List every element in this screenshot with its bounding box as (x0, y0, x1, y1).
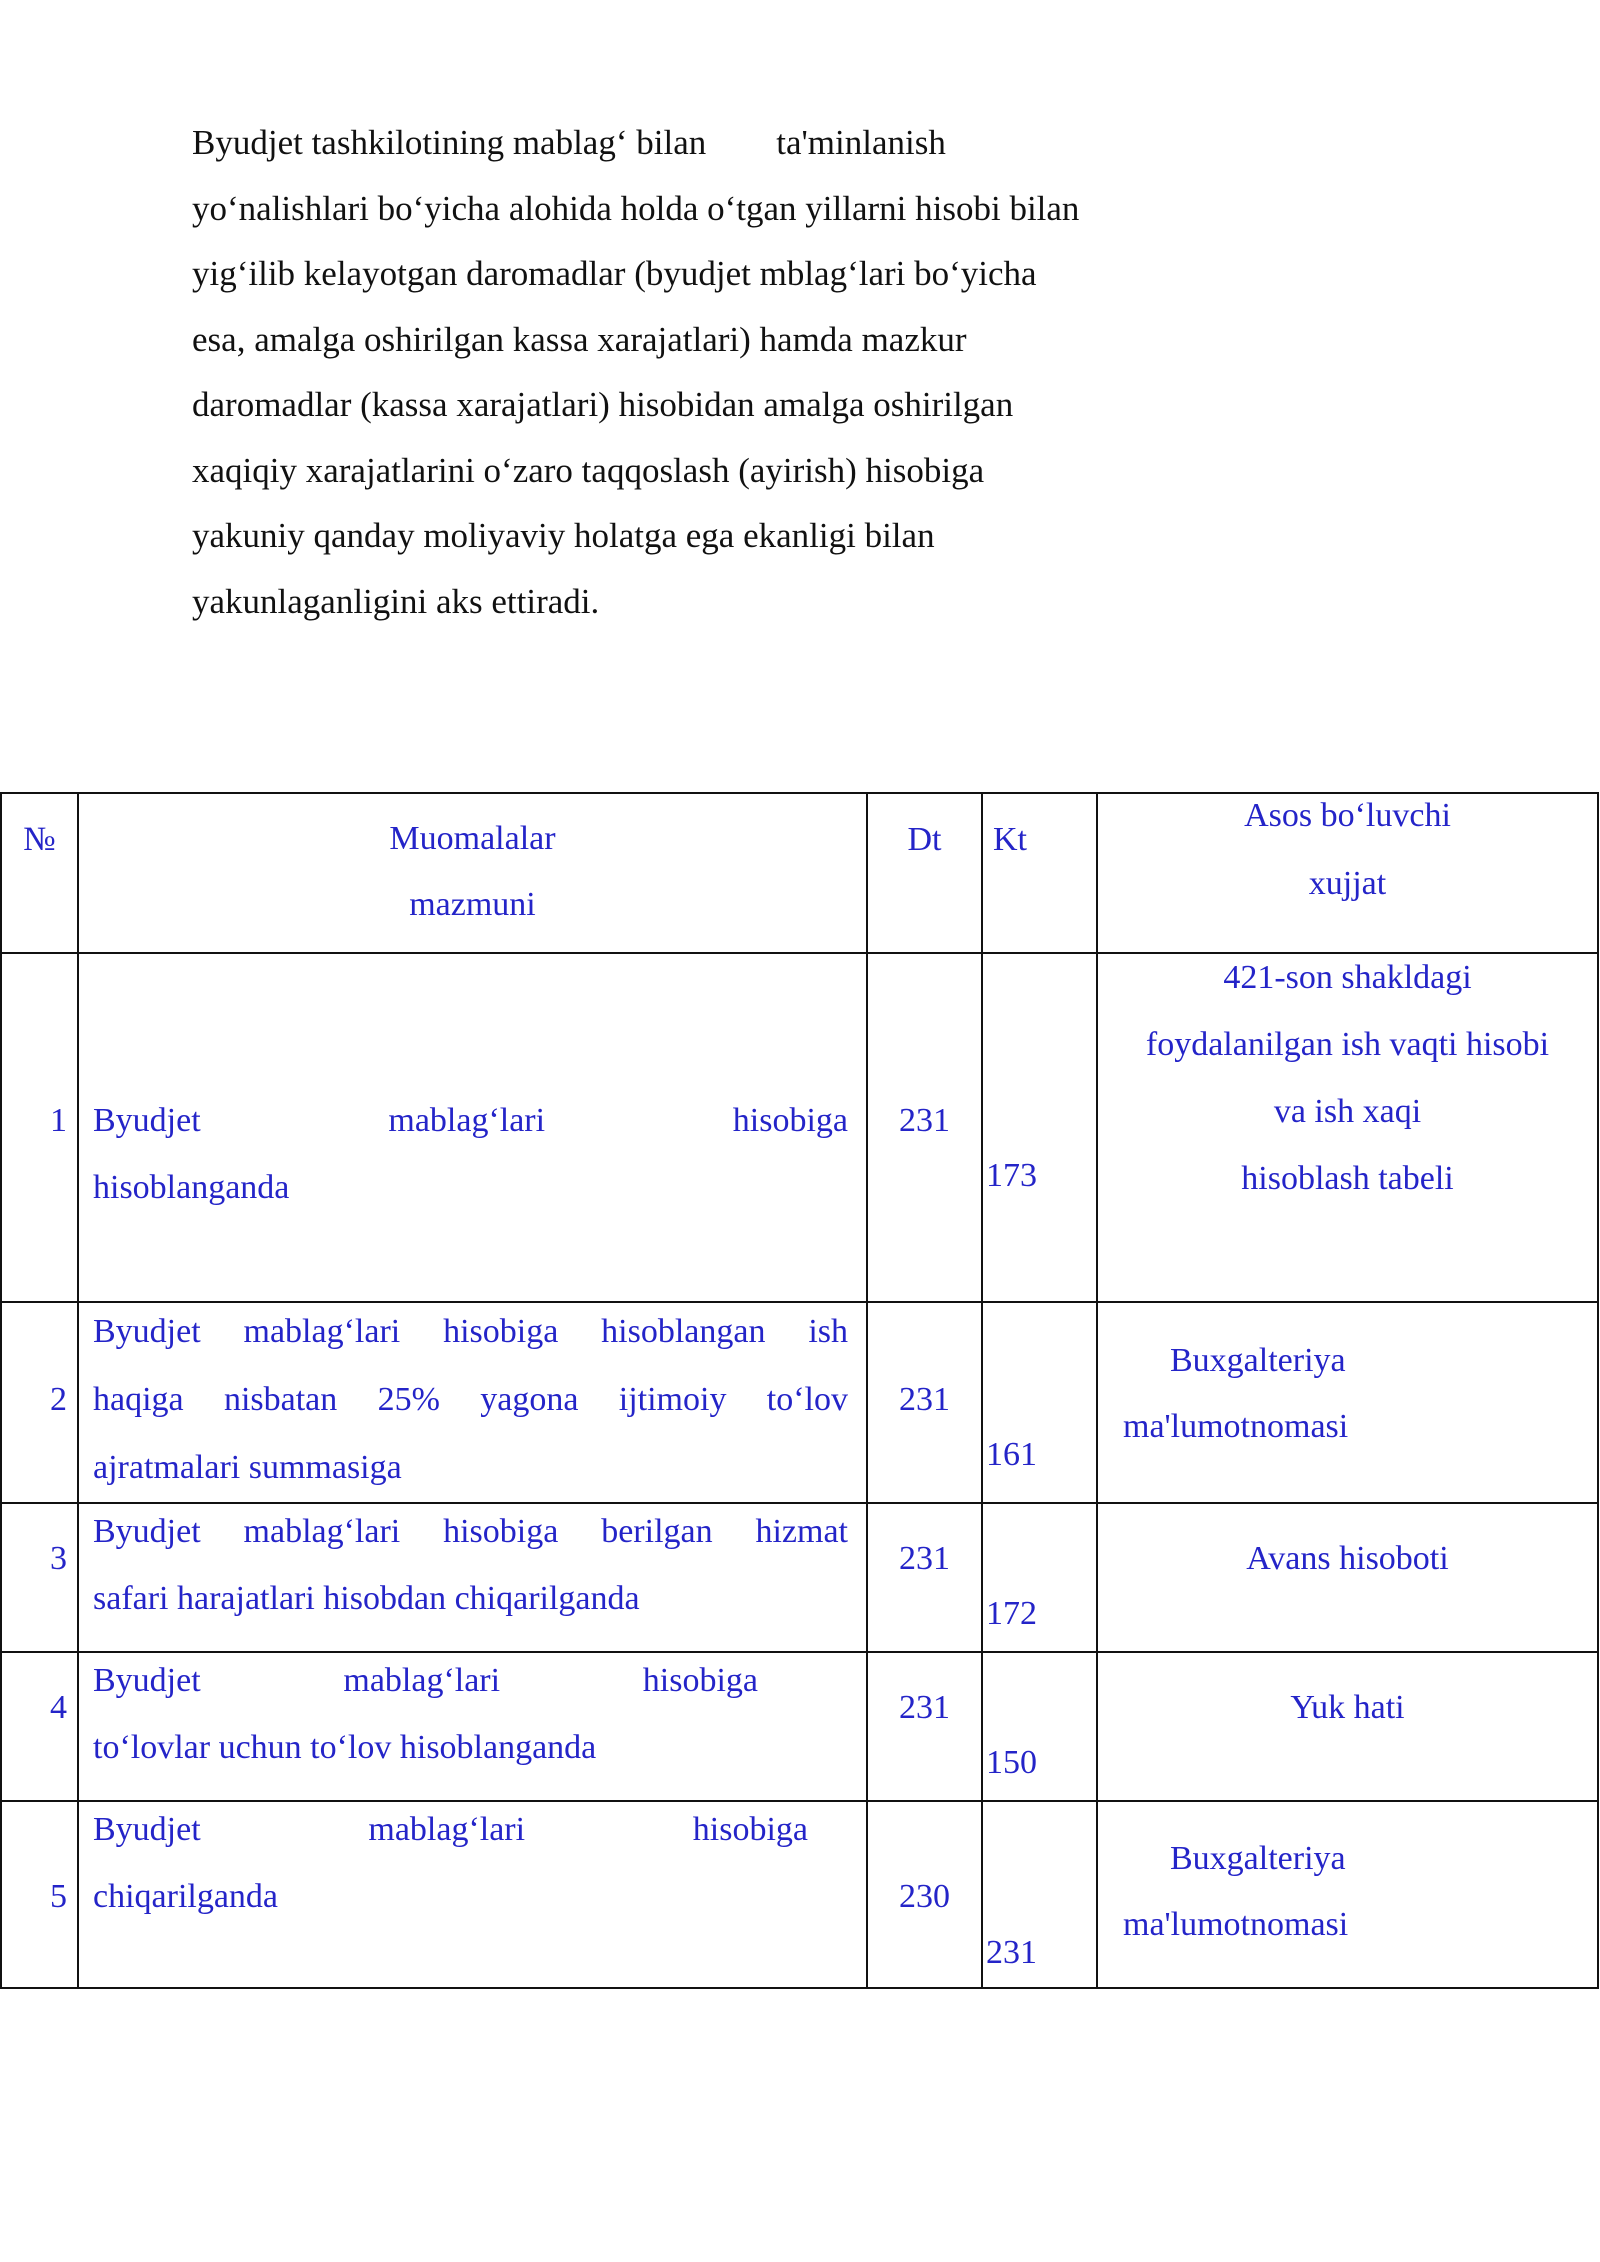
row-desc-line: safari harajatlari hisobdan chiqarilganda (93, 1580, 640, 1617)
row-doc-line: ma'lumotnomasi (1123, 1408, 1349, 1445)
row-doc-cell (1097, 1652, 1598, 1801)
row-dt: 230 (899, 1878, 950, 1915)
row-desc-cell (78, 953, 867, 1302)
table-row (1, 1302, 1598, 1503)
row-desc-line: Byudjet mablag‘lari hisobiga (93, 1811, 808, 1848)
header-num-cell (1, 793, 78, 953)
row-desc-line: to‘lovlar uchun to‘lov hisoblanganda (93, 1729, 597, 1766)
row-desc-line: ajratmalari summasiga (93, 1449, 402, 1486)
row-num-cell (1, 1302, 78, 1503)
row-desc-line: Byudjet mablag‘lari hisobiga (93, 1102, 848, 1139)
row-kt: 161 (986, 1436, 1037, 1473)
row-doc-line: Avans hisoboti (1246, 1540, 1449, 1577)
row-num-cell (1, 953, 78, 1302)
row-num: 3 (50, 1540, 67, 1577)
paragraph-line: yakunlaganligini aks ettiradi. (192, 581, 600, 621)
header-kt-cell (982, 793, 1097, 953)
row-num-cell (1, 1503, 78, 1652)
header-doc-line: xujjat (1308, 865, 1387, 902)
row-kt-cell (982, 953, 1097, 1302)
paragraph-line: daromadlar (kassa xarajatlari) hisobidan amalga oshirilgan (192, 385, 1014, 424)
row-desc-line: hisoblanganda (93, 1169, 290, 1206)
paragraph-line: esa, amalga oshirilgan kassa xarajatlari) hamda mazkur (192, 319, 967, 359)
header-num: № (23, 821, 56, 858)
row-desc-cell (78, 1801, 867, 1988)
row-num: 2 (50, 1381, 67, 1418)
header-desc-line: Muomalalar (389, 820, 556, 857)
row-kt-cell (982, 1801, 1097, 1988)
row-kt: 150 (986, 1744, 1037, 1781)
transactions-table (0, 792, 1599, 1989)
row-doc-cell (1097, 953, 1598, 1302)
row-dt-cell (867, 1652, 982, 1801)
row-desc-cell (78, 1302, 867, 1503)
row-desc-line: Byudjet mablag‘lari hisobiga hisoblangan ish (93, 1313, 848, 1350)
row-desc-line: chiqarilganda (93, 1878, 279, 1915)
row-dt: 231 (899, 1540, 950, 1577)
row-kt-cell (982, 1302, 1097, 1503)
row-kt-cell (982, 1652, 1097, 1801)
header-desc-cell (78, 793, 867, 953)
row-desc-line: Byudjet mablag‘lari hisobiga berilgan hizmat (93, 1513, 848, 1550)
row-doc-line: foydalanilgan ish vaqti hisobi (1145, 1026, 1550, 1063)
row-num-cell (1, 1801, 78, 1988)
header-dt: Dt (907, 821, 942, 858)
row-doc-cell (1097, 1302, 1598, 1503)
table-row (1, 953, 1598, 1302)
row-dt-cell (867, 1801, 982, 1988)
row-doc-line: ma'lumotnomasi (1123, 1906, 1349, 1943)
row-dt-cell (867, 953, 982, 1302)
row-kt-cell (982, 1503, 1097, 1652)
row-num: 4 (50, 1689, 67, 1726)
header-kt: Kt (993, 821, 1027, 858)
row-doc-line: Buxgalteriya (1170, 1342, 1346, 1379)
table-row (1, 1652, 1598, 1801)
row-dt: 231 (899, 1381, 950, 1418)
header-doc-cell (1097, 793, 1598, 953)
row-num-cell (1, 1652, 78, 1801)
table-row (1, 1801, 1598, 1988)
row-num: 5 (50, 1878, 67, 1915)
row-doc-line: Buxgalteriya (1170, 1840, 1346, 1877)
row-desc-line: haqiga nisbatan 25% yagona ijtimoiy to‘lov (93, 1381, 848, 1418)
row-num: 1 (50, 1102, 67, 1139)
paragraph-line: Byudjet tashkilotining mablag‘ bilan ta'minlanish (192, 123, 946, 162)
header-doc-line: Asos bo‘luvchi (1244, 797, 1451, 834)
intro-paragraph (192, 110, 1292, 634)
header-desc-line: mazmuni (409, 886, 536, 923)
row-doc-line: 421-son shakldagi (1223, 959, 1472, 996)
row-dt-cell (867, 1302, 982, 1503)
table-row (1, 1503, 1598, 1652)
row-doc-cell (1097, 1801, 1598, 1988)
table-header-row (1, 793, 1598, 953)
header-dt-cell (867, 793, 982, 953)
row-doc-line: va ish xaqi (1273, 1093, 1422, 1130)
row-kt: 231 (986, 1934, 1037, 1971)
row-dt: 231 (899, 1689, 950, 1726)
paragraph-line: yo‘nalishlari bo‘yicha alohida holda o‘tgan yillarni hisobi bilan (192, 188, 1080, 228)
row-doc-line: hisoblash tabeli (1241, 1160, 1454, 1197)
paragraph-line: yakuniy qanday moliyaviy holatga ega ekanligi bilan (192, 516, 935, 555)
row-kt: 172 (986, 1595, 1037, 1632)
row-desc-cell (78, 1503, 867, 1652)
row-doc-cell (1097, 1503, 1598, 1652)
row-dt-cell (867, 1503, 982, 1652)
row-desc-line: Byudjet mablag‘lari hisobiga (93, 1662, 758, 1699)
row-desc-cell (78, 1652, 867, 1801)
paragraph-line: xaqiqiy xarajatlarini o‘zaro taqqoslash (ayirish) hisobiga (192, 450, 985, 490)
row-kt: 173 (986, 1157, 1037, 1194)
row-dt: 231 (899, 1102, 950, 1139)
row-doc-line: Yuk hati (1290, 1689, 1405, 1726)
paragraph-line: yig‘ilib kelayotgan daromadlar (byudjet mblag‘lari bo‘yicha (192, 254, 1037, 293)
